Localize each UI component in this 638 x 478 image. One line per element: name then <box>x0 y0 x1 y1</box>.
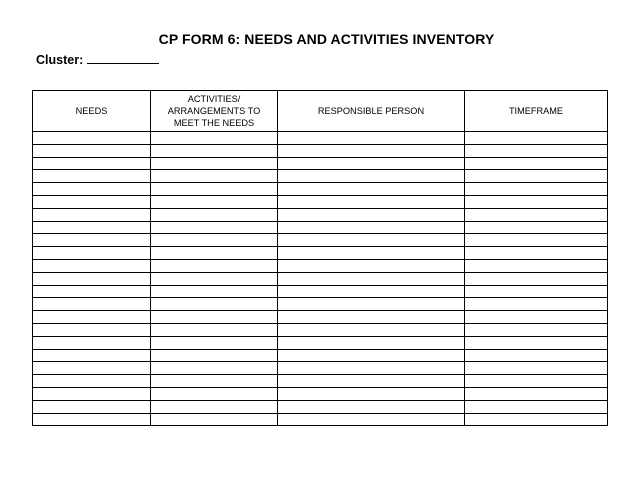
cell-responsible-person <box>278 323 465 336</box>
cell-responsible-person <box>278 336 465 349</box>
cell-responsible-person <box>278 387 465 400</box>
cell-activities <box>151 323 278 336</box>
cell-timeframe <box>465 195 608 208</box>
cell-needs <box>33 349 151 362</box>
cell-needs <box>33 157 151 170</box>
cell-responsible-person <box>278 272 465 285</box>
cell-activities <box>151 132 278 145</box>
table-row <box>33 298 608 311</box>
cell-responsible-person <box>278 375 465 388</box>
cell-responsible-person <box>278 311 465 324</box>
cell-timeframe <box>465 375 608 388</box>
cell-needs <box>33 247 151 260</box>
cell-activities <box>151 285 278 298</box>
table-row <box>33 336 608 349</box>
cell-timeframe <box>465 336 608 349</box>
cell-responsible-person <box>278 400 465 413</box>
cell-timeframe <box>465 170 608 183</box>
table-row <box>33 413 608 426</box>
cell-needs <box>33 400 151 413</box>
table-row <box>33 387 608 400</box>
cell-needs <box>33 323 151 336</box>
cell-activities <box>151 362 278 375</box>
table-row <box>33 234 608 247</box>
cell-timeframe <box>465 247 608 260</box>
cell-timeframe <box>465 259 608 272</box>
cell-needs <box>33 183 151 196</box>
cell-activities <box>151 349 278 362</box>
cell-needs <box>33 221 151 234</box>
cell-responsible-person <box>278 413 465 426</box>
cell-responsible-person <box>278 349 465 362</box>
cell-needs <box>33 413 151 426</box>
cell-activities <box>151 298 278 311</box>
cell-responsible-person <box>278 132 465 145</box>
cell-needs <box>33 387 151 400</box>
cell-activities <box>151 259 278 272</box>
cell-responsible-person <box>278 183 465 196</box>
cell-needs <box>33 336 151 349</box>
cell-activities <box>151 247 278 260</box>
cell-timeframe <box>465 157 608 170</box>
cell-needs <box>33 195 151 208</box>
cell-timeframe <box>465 311 608 324</box>
cell-timeframe <box>465 285 608 298</box>
table-row <box>33 362 608 375</box>
cell-activities <box>151 157 278 170</box>
cell-responsible-person <box>278 362 465 375</box>
cell-needs <box>33 208 151 221</box>
cell-activities <box>151 208 278 221</box>
cell-activities <box>151 144 278 157</box>
cluster-blank-line <box>87 52 159 64</box>
cell-needs <box>33 311 151 324</box>
cell-timeframe <box>465 132 608 145</box>
cell-activities <box>151 272 278 285</box>
cell-activities <box>151 195 278 208</box>
inventory-table <box>32 90 608 426</box>
cell-responsible-person <box>278 298 465 311</box>
table-row <box>33 349 608 362</box>
header-row <box>33 91 608 132</box>
table-row <box>33 132 608 145</box>
cluster-field <box>36 52 159 67</box>
cell-activities <box>151 400 278 413</box>
cell-needs <box>33 170 151 183</box>
table-row <box>33 247 608 260</box>
cell-activities <box>151 311 278 324</box>
cell-responsible-person <box>278 234 465 247</box>
cell-needs <box>33 298 151 311</box>
cell-needs <box>33 375 151 388</box>
table-row <box>33 170 608 183</box>
form-title: CP FORM 6: NEEDS AND ACTIVITIES INVENTORY <box>158 31 495 47</box>
header-needs: NEEDS <box>33 91 151 132</box>
table-row <box>33 285 608 298</box>
header-timeframe: TIMEFRAME <box>465 91 608 132</box>
cell-timeframe <box>465 349 608 362</box>
cell-timeframe <box>465 144 608 157</box>
cell-needs <box>33 234 151 247</box>
cell-timeframe <box>465 183 608 196</box>
cell-responsible-person <box>278 208 465 221</box>
cell-activities <box>151 221 278 234</box>
cell-responsible-person <box>278 195 465 208</box>
table-row <box>33 259 608 272</box>
cell-responsible-person <box>278 259 465 272</box>
cell-activities <box>151 336 278 349</box>
cell-activities <box>151 387 278 400</box>
cell-timeframe <box>465 400 608 413</box>
table-row <box>33 375 608 388</box>
cell-needs <box>33 362 151 375</box>
cluster-label: Cluster: <box>36 53 84 67</box>
table-row <box>33 323 608 336</box>
cell-needs <box>33 132 151 145</box>
cell-activities <box>151 170 278 183</box>
table-row <box>33 183 608 196</box>
table-row <box>33 272 608 285</box>
table-row <box>33 157 608 170</box>
cell-timeframe <box>465 221 608 234</box>
header-activities: ACTIVITIES/ ARRANGEMENTS TO MEET THE NEEDS <box>151 91 278 132</box>
cell-activities <box>151 375 278 388</box>
cell-needs <box>33 272 151 285</box>
table-row <box>33 208 608 221</box>
cell-timeframe <box>465 234 608 247</box>
cell-timeframe <box>465 362 608 375</box>
header-responsible-person: RESPONSIBLE PERSON <box>278 91 465 132</box>
cell-activities <box>151 234 278 247</box>
table-row <box>33 311 608 324</box>
table-row <box>33 144 608 157</box>
cell-responsible-person <box>278 285 465 298</box>
cell-responsible-person <box>278 170 465 183</box>
table-row <box>33 221 608 234</box>
cell-timeframe <box>465 298 608 311</box>
cell-responsible-person <box>278 144 465 157</box>
cell-responsible-person <box>278 247 465 260</box>
cell-needs <box>33 259 151 272</box>
cell-timeframe <box>465 387 608 400</box>
cell-timeframe <box>465 272 608 285</box>
cell-activities <box>151 413 278 426</box>
cell-needs <box>33 285 151 298</box>
cell-responsible-person <box>278 157 465 170</box>
cell-timeframe <box>465 323 608 336</box>
cell-responsible-person <box>278 221 465 234</box>
table-row <box>33 400 608 413</box>
table-body <box>33 132 608 426</box>
cell-needs <box>33 144 151 157</box>
cell-timeframe <box>465 208 608 221</box>
cell-activities <box>151 183 278 196</box>
cell-timeframe <box>465 413 608 426</box>
table-row <box>33 195 608 208</box>
